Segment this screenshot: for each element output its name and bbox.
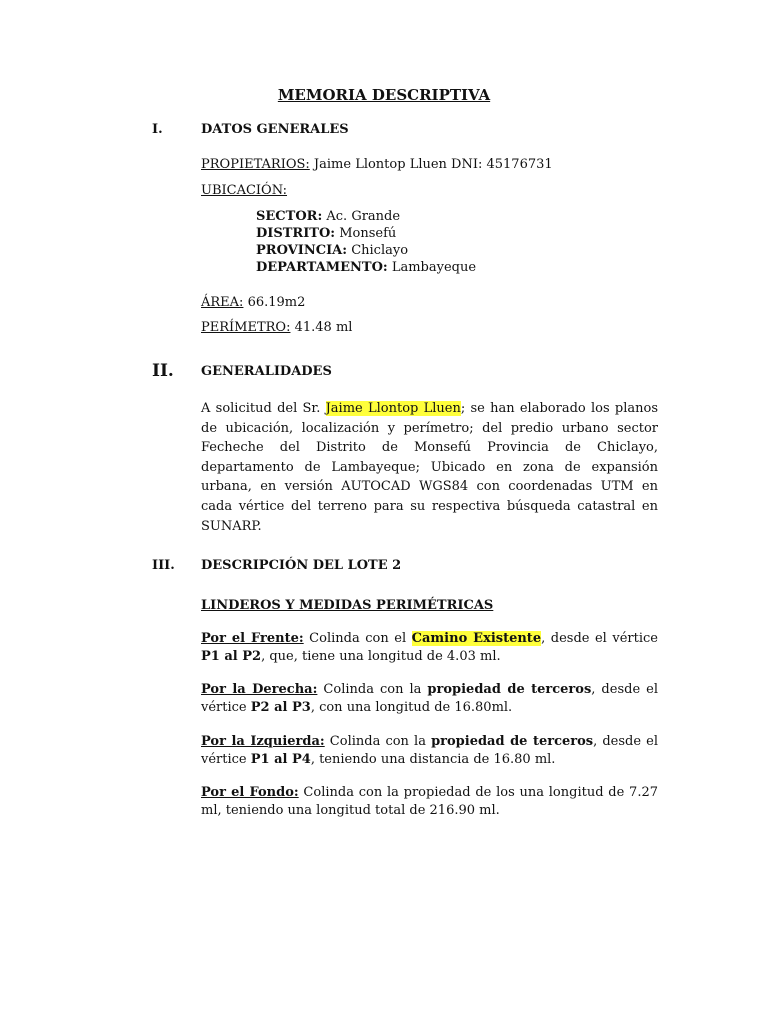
left-text-2: , desde el vértice <box>201 734 658 767</box>
right-label: Por la Derecha: <box>201 682 318 697</box>
district-label: DISTRITO: <box>256 226 336 241</box>
section-2-number: II. <box>152 361 174 381</box>
back-label: Por el Fondo: <box>201 785 299 800</box>
area-label: ÁREA: <box>201 295 244 310</box>
front-text-2: , desde el vértice <box>541 631 658 646</box>
location-sector <box>256 209 400 224</box>
left-owner: propiedad de terceros <box>431 734 594 749</box>
boundary-left <box>201 733 658 768</box>
department-label: DEPARTAMENTO: <box>256 260 388 275</box>
left-vertices: P1 al P4 <box>250 751 311 767</box>
district-value: Monsefú <box>339 226 397 241</box>
generalidades-text-before: A solicitud del Sr. <box>201 401 326 416</box>
section-3-heading: DESCRIPCIÓN DEL LOTE 2 <box>201 558 402 573</box>
right-owner: propiedad de terceros <box>427 682 592 697</box>
location-label: UBICACIÓN: <box>201 183 288 198</box>
sector-value: Ac. Grande <box>326 209 401 224</box>
owners-value: Jaime Llontop Lluen DNI: 45176731 <box>313 157 553 172</box>
highlighted-existing-road: Camino Existente <box>411 631 542 646</box>
location-department <box>256 260 476 275</box>
perimeter-label: PERÍMETRO: <box>201 320 291 335</box>
right-text-2: , desde el vértice <box>201 682 659 715</box>
area-value: 66.19m2 <box>247 295 306 310</box>
owners-label: PROPIETARIOS: <box>201 157 310 172</box>
left-label: Por la Izquierda: <box>201 734 325 749</box>
boundary-front <box>201 630 658 665</box>
boundary-back <box>201 784 658 819</box>
owners-line <box>201 157 553 172</box>
province-label: PROVINCIA: <box>256 243 348 258</box>
front-text-3: , que, tiene una longitud de 4.03 ml. <box>261 648 501 664</box>
boundary-right <box>201 681 658 716</box>
section-3-subheading: LINDEROS Y MEDIDAS PERIMÉTRICAS <box>201 598 494 613</box>
section-1-heading: DATOS GENERALES <box>201 122 349 137</box>
highlighted-owner-name: Jaime Llontop Lluen <box>325 401 461 416</box>
perimeter-value: 41.48 ml <box>294 320 353 335</box>
back-text-1: Colinda con la propiedad de los una longitud de 7.27 ml, teniendo una longitud total de 216.90 ml. <box>201 785 658 818</box>
front-text-1: Colinda con el <box>303 631 412 646</box>
department-value: Lambayeque <box>391 260 477 275</box>
left-text-1: Colinda con la <box>324 734 432 749</box>
right-text-3: , con una longitud de 16.80ml. <box>310 699 513 715</box>
section-2-heading: GENERALIDADES <box>201 364 332 379</box>
right-text-1: Colinda con la <box>317 682 428 697</box>
front-vertices: P1 al P2 <box>201 648 262 664</box>
document-title: MEMORIA DESCRIPTIVA <box>277 86 491 104</box>
section-3-number: III. <box>152 558 175 573</box>
front-label: Por el Frente: <box>201 631 304 646</box>
location-province <box>256 243 408 258</box>
perimeter-line <box>201 320 352 335</box>
location-district <box>256 226 396 241</box>
province-value: Chiclayo <box>351 243 409 258</box>
generalidades-text-after: ; se han elaborado los planos de ubicación, localización y perímetro; del predio urbano sector Fecheche del Distrito de Monsefú Provincia de Chiclayo, departamento de Lambayeque; Ubicado en zona de expansión urbana, en versión AUTOCAD WGS84 con coordenadas UTM en cada vértice del terreno para su respectiva búsqueda catastral en SUNARP. <box>201 401 658 534</box>
sector-label: SECTOR: <box>256 209 323 224</box>
area-line <box>201 295 305 310</box>
left-text-3: , teniendo una distancia de 16.80 ml. <box>310 751 556 767</box>
right-vertices: P2 al P3 <box>250 699 311 715</box>
section-1-number: I. <box>152 122 163 137</box>
section-2-paragraph <box>201 399 658 536</box>
